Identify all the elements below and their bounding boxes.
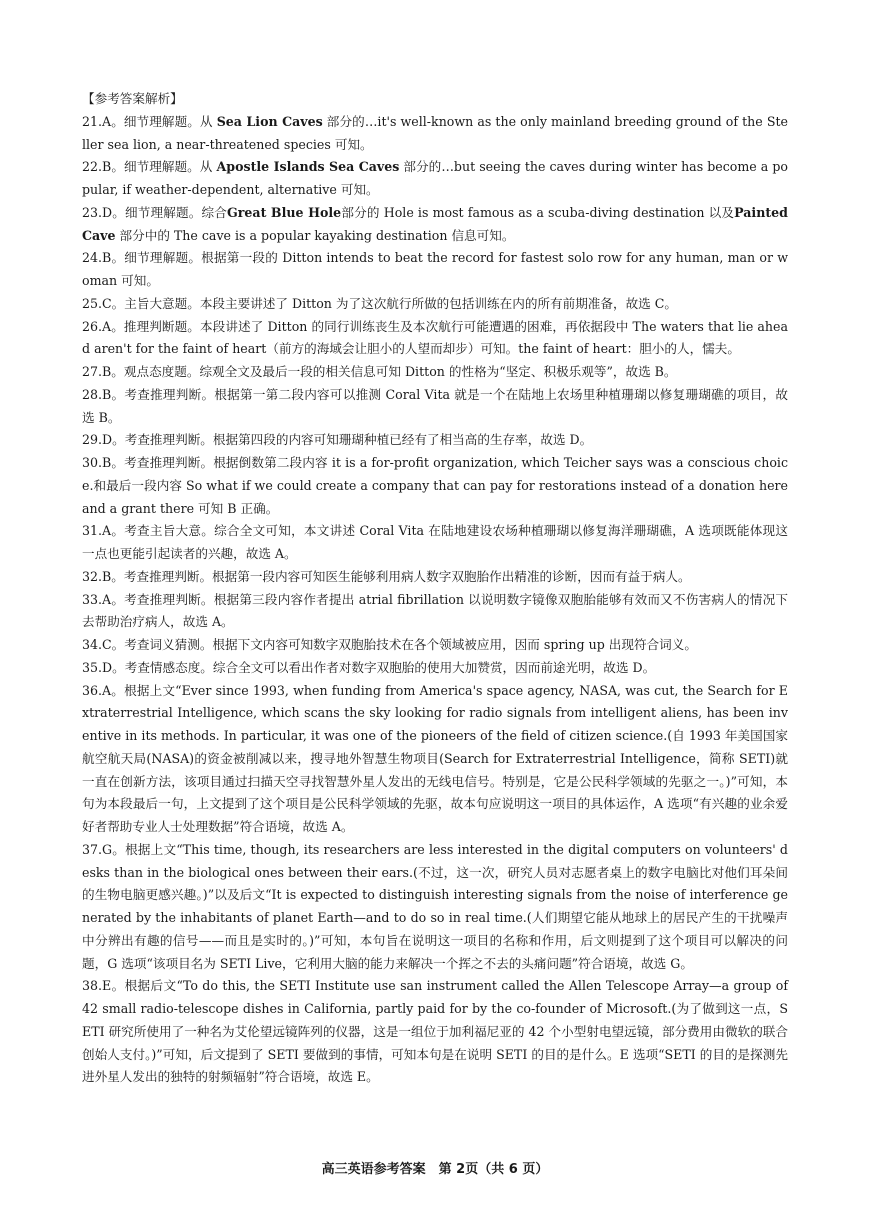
answer-22-bold-apostle-islands: Apostle Islands Sea Caves — [216, 159, 400, 175]
answer-37: 37.G。根据上文“This time, though, its researchers are less interested in the digital computers on volunteers' desks than in the biological ones between their ears.(不过，这一次，研究人员对志愿者桌上的数字电脑比对他们耳朵间的生物电脑更感兴趣。)”以及后文“It is expected to distinguish interesting signals from the noise of interference generated by the inhabitants of planet Earth—and to do so in real time.(人们期望它能从地球上的居民产生的干扰噪声中分辨出有趣的信号——而且是实时的。)”可知，本句旨在说明这一项目的名称和作用，后文则提到了这个项目可以解决的问题，G 选项“该项目名为 SETI Live，它利用大脑的能力来解决一个挥之不去的头痛问题”符合语境，故选 G。 — [82, 841, 788, 971]
answer-28: 28.B。考查推理判断。根据第一第二段内容可以推测 Coral Vita 就是一个在陆地上农场里种植珊瑚以修复珊瑚礁的项目，故选 B。 — [82, 386, 788, 425]
answer-21-post: 部分的…it's well-known as the only mainland breeding ground of the Steller sea lion, a near-threatened species 可知。 — [82, 113, 788, 152]
answer-21 — [82, 111, 788, 157]
answer-27: 27.B。观点态度题。综观全文及最后一段的相关信息可知 Ditton 的性格为“坚定、积极乐观等”，故选 B。 — [82, 364, 677, 379]
answer-38: 38.E。根据后文“To do this, the SETI Institute use san instrument called the Allen Telescope Array—a group of 42 small radio-telescope dishes in California, partly paid for by the co-founder of Microsoft.(为了做到这一点，SETI 研究所使用了一种名为艾伦望远镜阵列的仪器，这是一组位于加利福尼亚的 42 个小型射电望远镜，部分费用由微软的联合创始人支付。)”可知，后文提到了 SETI 要做到的事情，可知本句是在说明 SETI 的目的是什么。E 选项“SETI 的目的是探测先进外星人发出的独特的射频辐射”符合语境，故选 E。 — [82, 978, 788, 1085]
answer-22-post: 部分的…but seeing the caves during winter has become a popular, if weather-dependent, alternative 可知。 — [82, 159, 788, 197]
answer-33: 33.A。考查推理判断。根据第三段内容作者提出 atrial fibrillation 以说明数字镜像双胞胎能够有效而又不伤害病人的情况下去帮助治疗病人，故选 A。 — [82, 591, 788, 630]
answer-21-bold-sea-lion-caves: Sea Lion Caves — [216, 113, 323, 129]
answer-30: 30.B。考查推理判断。根据倒数第二段内容 it is a for-profit organization, which Teicher says was a conscious choice.和最后一段内容 So what if we could create a company that can pay for restorations instead of a donation here and a grant there 可知 B 正确。 — [82, 455, 788, 516]
answer-21-pre: 21.A。细节理解题。从 — [82, 113, 213, 129]
section-heading: 【参考答案解析】 — [82, 91, 183, 106]
answer-23-bold-painted-cave: Painted Cave — [82, 204, 788, 243]
answer-23-bold-great-blue-hole: Great Blue Hole — [227, 204, 342, 220]
answer-31: 31.A。考查主旨大意。综合全文可知，本文讲述 Coral Vita 在陆地建设农场种植珊瑚以修复海洋珊瑚礁，A 选项既能体现这一点也更能引起读者的兴趣，故选 A。 — [82, 523, 788, 561]
answer-23 — [82, 202, 788, 248]
answer-36: 36.A。根据上文“Ever since 1993, when funding from America's space agency, NASA, was cut, the Search for Extraterrestrial Intelligence, which scans the sky looking for radio signals from intelligent aliens, has been inventive in its methods. In particular, it was one of the pioneers of the field of citizen science.(自 1993 年美国国家航空航天局(NASA)的资金被削减以来，搜寻地外智慧生物项目(Search for Extraterrestrial Intelligence，简称 SETI)就一直在创新方法，该项目通过扫描天空寻找智慧外星人发出的无线电信号。特别是，它是公民科学领域的先驱之一。)”可知，本句为本段最后一句，上文提到了这个项目是公民科学领域的先驱，故本句应说明这一项目的具体运作，A 选项“有兴趣的业余爱好者帮助专业人士处理数据”符合语境，故选 A。 — [82, 682, 788, 834]
page-footer: 高三英语参考答案 第 2页（共 6 页） — [321, 1162, 549, 1177]
answer-34: 34.C。考查词义猜测。根据下文内容可知数字双胞胎技术在各个领域被应用，因而 spring up 出现符合词义。 — [82, 637, 697, 652]
answer-25: 25.C。主旨大意题。本段主要讲述了 Ditton 为了这次航行所做的包括训练在内的所有前期准备，故选 C。 — [82, 295, 677, 311]
answer-23-post: 部分中的 The cave is a popular kayaking destination 信息可知。 — [119, 227, 515, 243]
answer-35: 35.D。考查情感态度。综合全文可以看出作者对数字双胞胎的使用大加赞赏，因而前途光明，故选 D。 — [82, 659, 656, 675]
answer-24: 24.B。细节理解题。根据第一段的 Ditton intends to beat the record for fastest solo row for any human, man or woman 可知。 — [82, 250, 788, 288]
answer-key-body — [82, 88, 788, 1089]
answer-23-mid: 部分的 Hole is most famous as a scuba-diving destination 以及 — [341, 204, 735, 220]
answer-32: 32.B。考查推理判断。根据第一段内容可知医生能够利用病人数字双胞胎作出精准的诊断，因而有益于病人。 — [82, 568, 691, 584]
answer-26: 26.A。推理判断题。本段讲述了 Ditton 的同行训练丧生及本次航行可能遭遇的困难，再依据段中 The waters that lie ahead aren't for the faint of heart（前方的海域会让胆小的人望而却步）可知。the faint of heart：胆小的人，懦夫。 — [82, 318, 788, 357]
answer-29: 29.D。考查推理判断。根据第四段的内容可知珊瑚种植已经有了相当高的生存率，故选 D。 — [82, 432, 593, 448]
answer-22 — [82, 156, 788, 202]
answer-23-pre: 23.D。细节理解题。综合 — [82, 204, 228, 220]
answer-22-pre: 22.B。细节理解题。从 — [82, 159, 213, 175]
